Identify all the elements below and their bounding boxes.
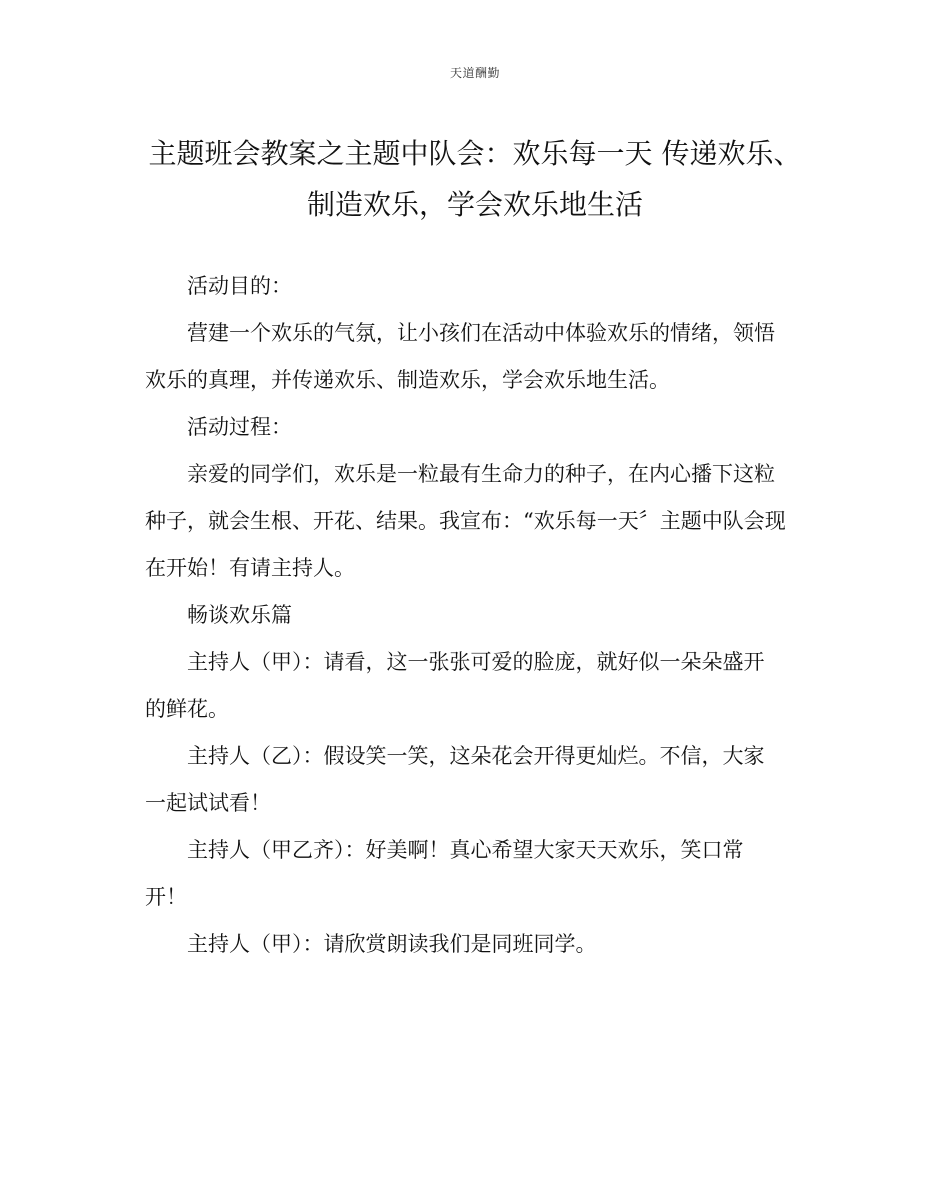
paragraph-activity-process-heading [145,404,815,451]
paragraph-line: 主持人（乙）：假设笑一笑，这朵花会开得更灿烂。不信，大家 [187,744,765,768]
paragraph-line: 主持人（甲）：请看，这一张张可爱的脸庞，就好似一朵朵盛开 [187,650,765,674]
document-title [120,128,830,230]
paragraph-host-a-2 [145,921,815,968]
title-line-1: 主题班会教案之主题中队会：欢乐每一天 传递欢乐、 [148,137,802,170]
paragraph-activity-goal-heading [145,263,815,310]
paragraph-line: 一起试试看！ [145,791,271,815]
paragraph-opening-speech [145,451,815,592]
paragraph-host-a-1 [145,639,815,733]
page-header: 天道酬勤 [449,66,500,80]
paragraph-activity-goal [145,310,815,404]
paragraph-line: 主持人（甲）：请欣赏朗读我们是同班同学。 [187,932,597,956]
document-body [145,263,815,968]
paragraph-host-b-1 [145,733,815,827]
paragraph-line: 开！ [145,885,187,909]
paragraph-line: 的鲜花。 [145,697,229,721]
paragraph-section-heading [145,592,815,639]
paragraph-line: 活动过程： [187,415,292,439]
paragraph-line: 种子，就会生根、开花、结果。我宣布：“欢乐每一天〞主题中队会现 [145,509,786,533]
paragraph-host-ab [145,827,815,921]
paragraph-line: 营建一个欢乐的气氛，让小孩们在活动中体验欢乐的情绪，领悟 [187,321,775,345]
paragraph-line: 畅谈欢乐篇 [187,603,292,627]
title-line-2: 制造欢乐，学会欢乐地生活 [306,188,643,221]
paragraph-line: 在开始！有请主持人。 [145,556,355,580]
paragraph-line: 欢乐的真理，并传递欢乐、制造欢乐，学会欢乐地生活。 [145,368,670,392]
paragraph-line: 主持人（甲乙齐）：好美啊！真心希望大家天天欢乐，笑口常 [187,838,744,862]
paragraph-line: 亲爱的同学们，欢乐是一粒最有生命力的种子，在内心播下这粒 [187,462,775,486]
paragraph-line: 活动目的： [187,274,292,298]
